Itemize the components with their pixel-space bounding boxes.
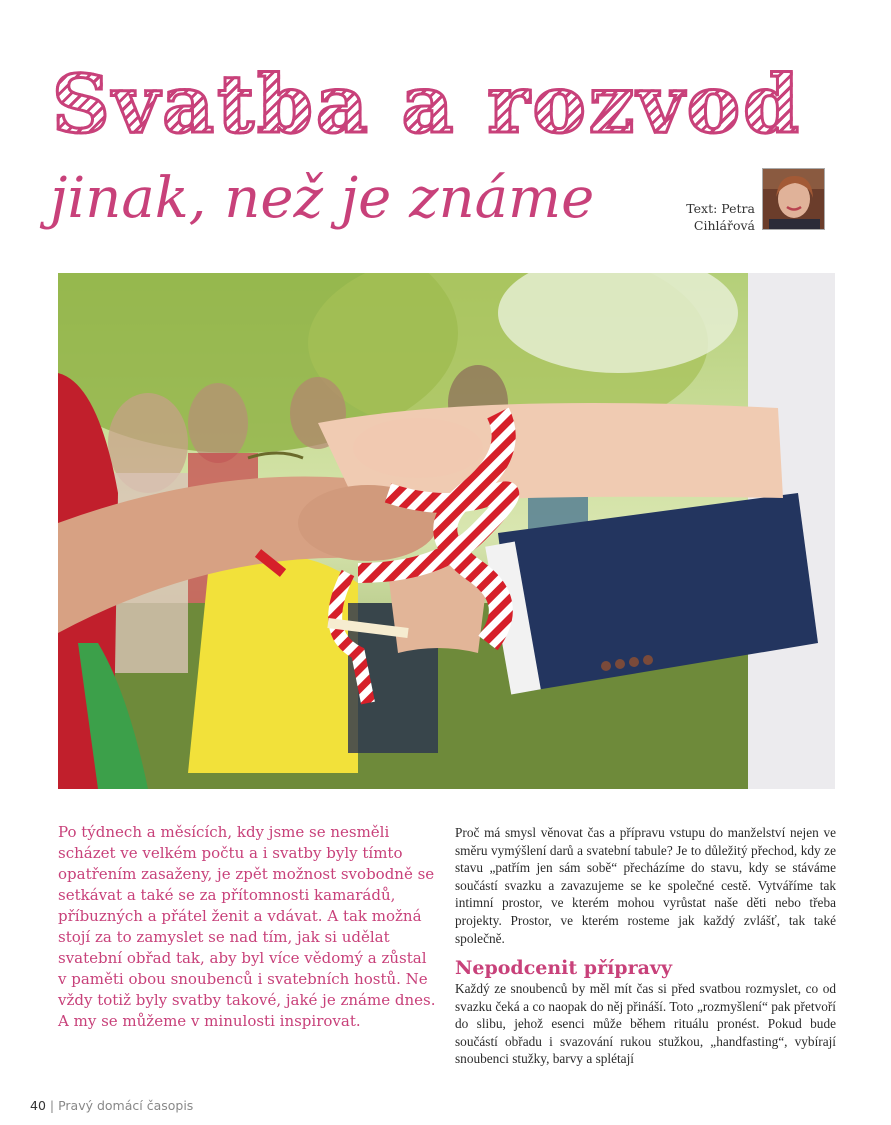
author-portrait — [762, 168, 825, 230]
magazine-name: Pravý domácí časopis — [58, 1098, 194, 1113]
section-heading: Nepodcenit přípravy — [455, 957, 672, 979]
body-paragraph: Každý ze snoubenců by měl mít čas si před svatbou rozmyslet, co od svazku čeká a co naopak do něj přináší. Toto „rozmyšlení“ pak přetvoří do slibu, jehož esenci může během rituálu pronést. Pokud bude součástí obřadu i svazování rukou stužkou, „handfasting“, vybírají snoubenci stužky, barvy a splétají — [455, 981, 836, 1067]
page-number: 40 — [30, 1098, 46, 1113]
article-subtitle: jinak, než je známe — [50, 166, 595, 231]
byline-label: Text: Petra — [686, 201, 755, 216]
body-paragraph: Proč má smysl věnovat čas a přípravu vstupu do manželství nejen ve směru vymýšlení darů a svatební tabule? Je to důležitý přechod, kdy ze stavu „patřím jen sám sobě“ přecházíme do stavu, kdy se stáváme součástí svazku a zavazujeme se ke společné cestě. Vytváříme tak intimní prostor, ve kterém mohou vyrůstat naše děti nebo třeba projekty. Prostor, ve kterém rosteme jak každý zvlášť, tak také společně. — [455, 825, 836, 946]
article-title: Svatba a rozvod — [52, 54, 852, 154]
byline-author: Cihlářová — [693, 218, 755, 233]
body-column — [455, 824, 836, 947]
handfasting-photo — [58, 273, 835, 789]
byline — [660, 200, 755, 234]
intro-text: Po týdnech a měsících, kdy jsme se nesměli scházet ve velkém počtu a i svatby byly tímto opatřením zasaženy, je zpět možnost svobodně se setkávat a také se za přítomnosti kamarádů, příbuzných a přátel ženit a vdávat. A tak možná stojí za to zamyslet se nad tím, jak si udělat svatební obřad tak, aby byl více vědomý a zůstal v paměti obou snoubenců i svatebních hostů. Ne vždy totiž byly svatby takové, jaké je známe dnes. A my se můžeme v minulosti inspirovat. — [58, 823, 436, 1030]
page-footer — [30, 1098, 193, 1113]
footer-separator: | — [45, 1098, 59, 1113]
